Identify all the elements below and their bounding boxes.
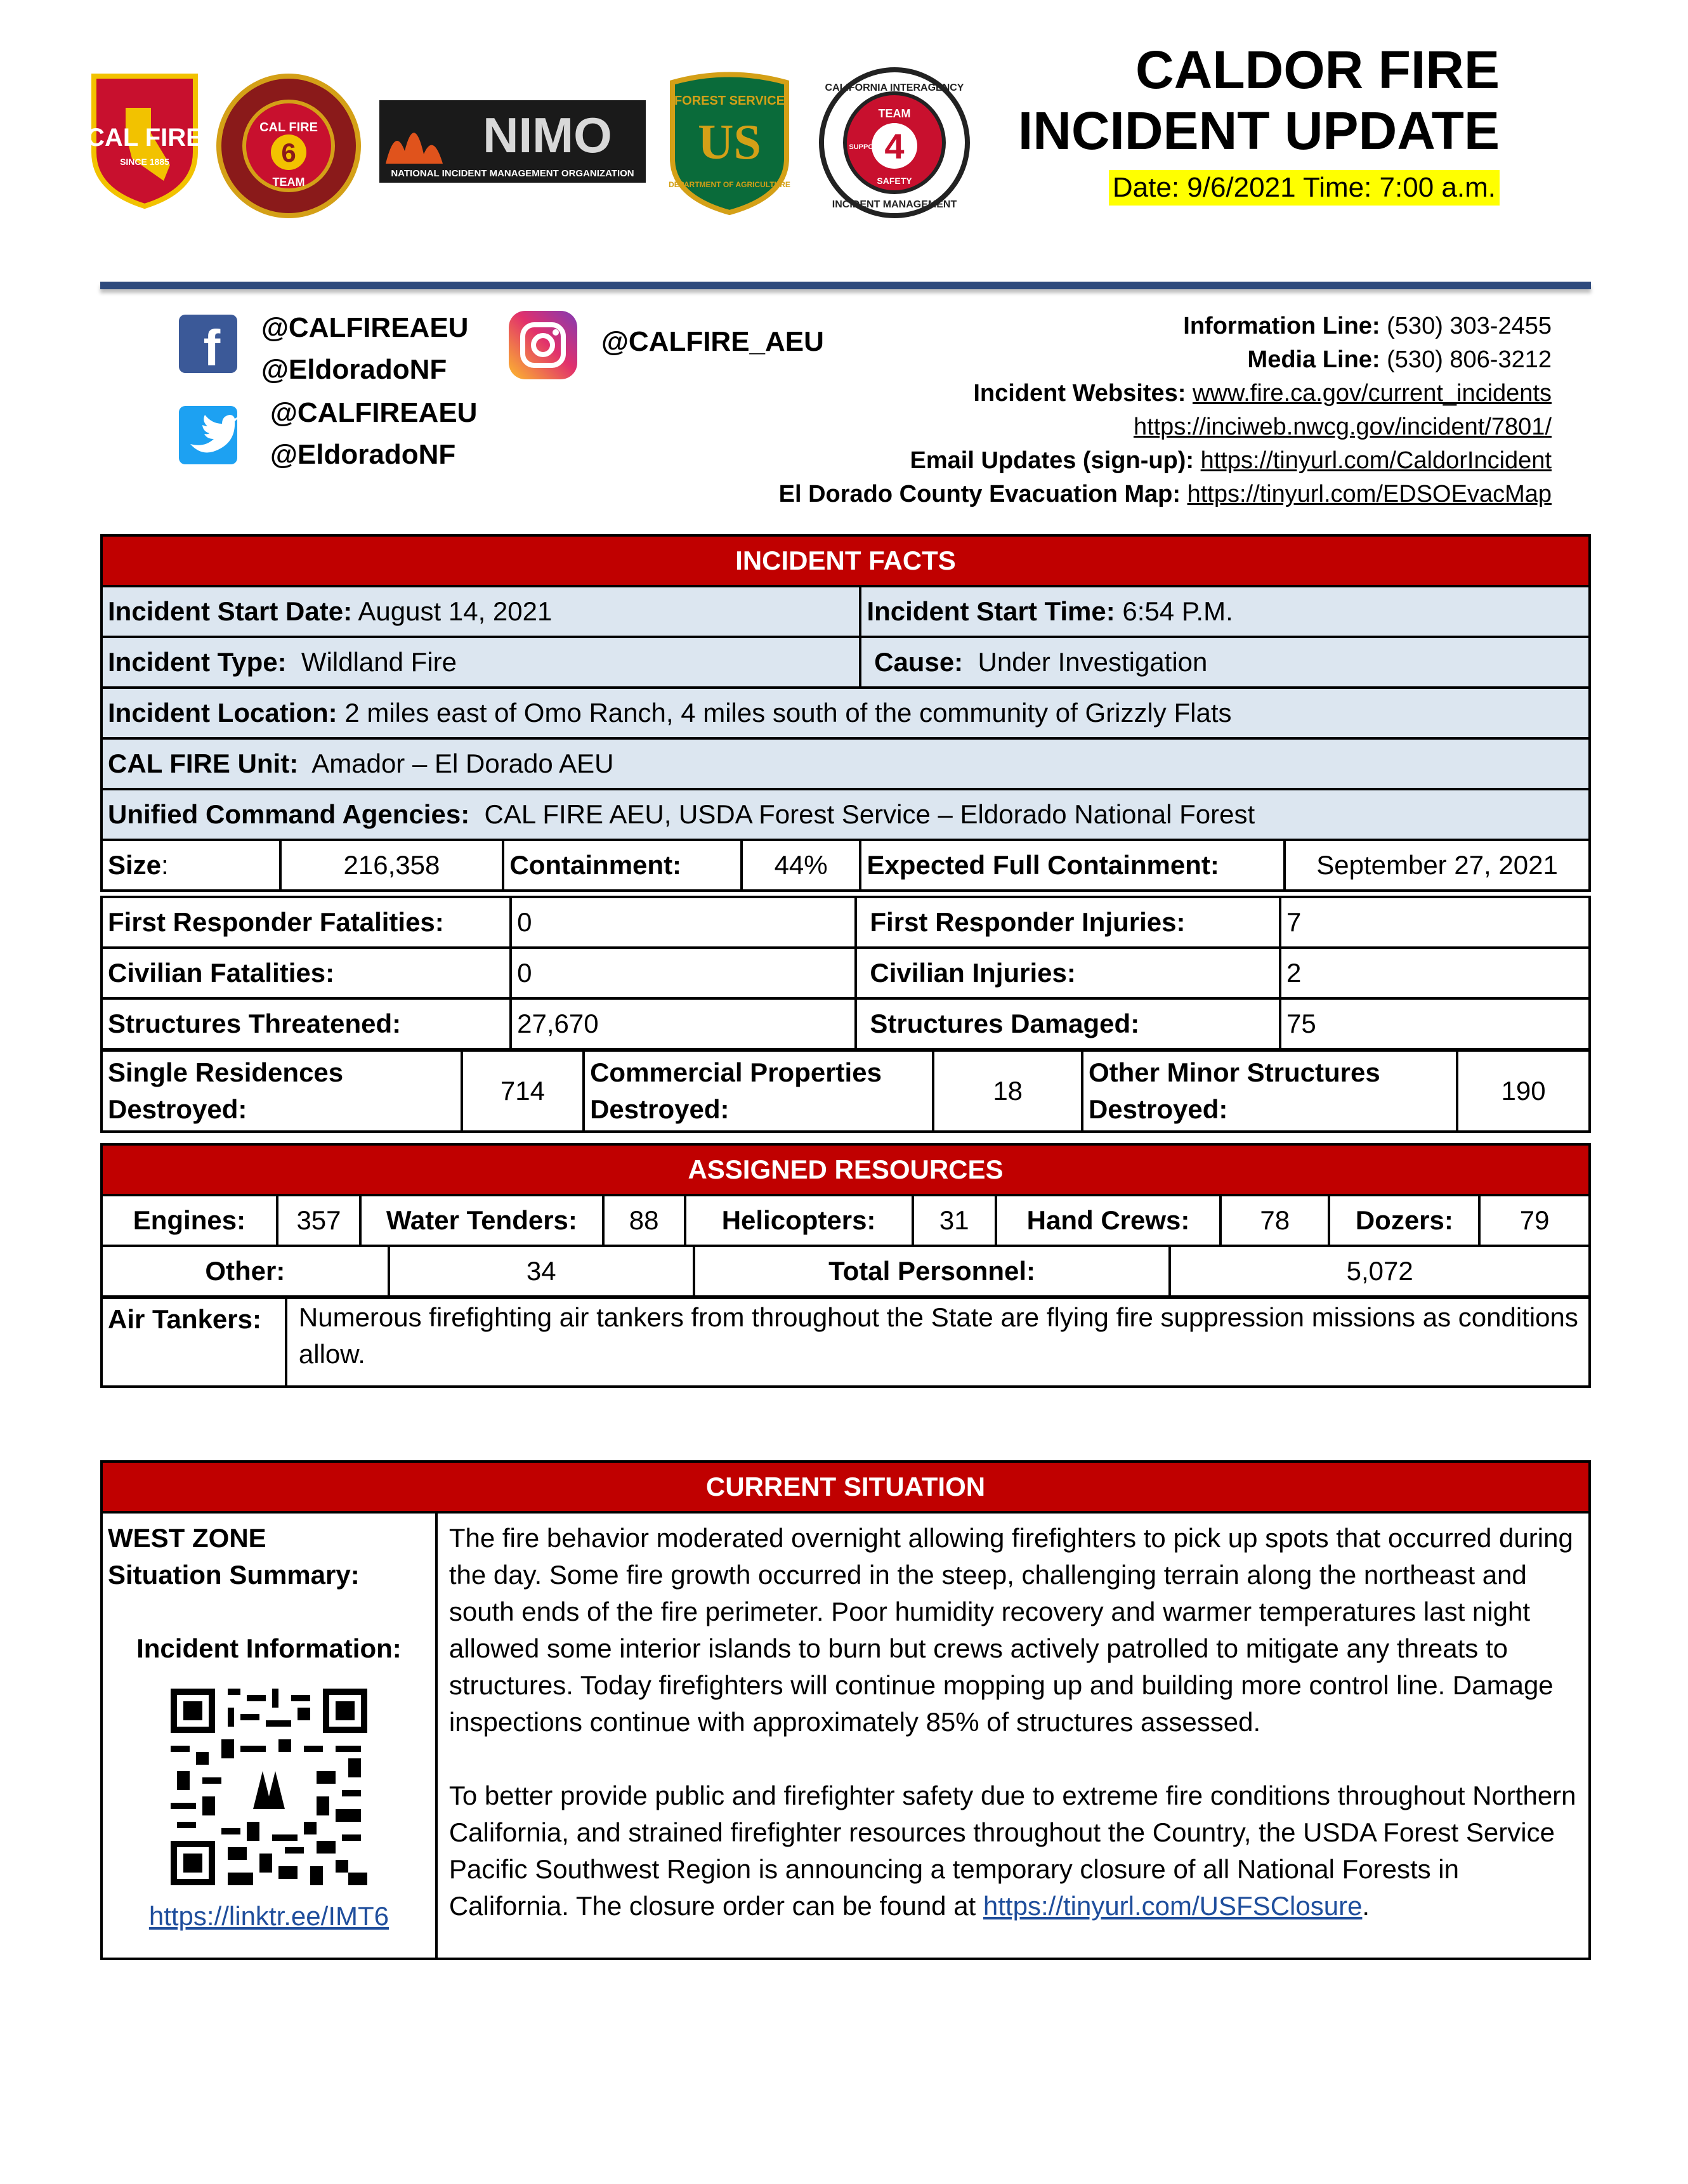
hand-crews-value: 78 — [1220, 1195, 1329, 1246]
interagency-team4-logo — [818, 67, 971, 219]
commercial-label-1: Commercial Properties — [590, 1057, 882, 1087]
twitter-handles — [270, 392, 477, 476]
other-structures-value: 190 — [1457, 1050, 1590, 1132]
hand-crews-label: Hand Crews: — [996, 1195, 1220, 1246]
location-label: Incident Location: — [108, 698, 337, 728]
fr-fatalities-label: First Responder Fatalities: — [101, 897, 511, 948]
water-tenders-label: Water Tenders: — [360, 1195, 603, 1246]
containment-label: Containment: — [503, 840, 741, 891]
closure-order-link[interactable]: https://tinyurl.com/USFSClosure — [983, 1891, 1363, 1921]
zone-label: WEST ZONE — [108, 1523, 266, 1553]
engines-label: Engines: — [101, 1195, 277, 1246]
twitter-handle-2[interactable]: @EldoradoNF — [270, 439, 456, 470]
forest-service-logo — [660, 70, 799, 216]
closure-text-end: . — [1362, 1891, 1370, 1921]
svg-text:CAL FIRE: CAL FIRE — [88, 124, 202, 152]
incident-type-label: Incident Type: — [108, 647, 287, 677]
qr-link[interactable]: https://linktr.ee/IMT6 — [148, 1901, 389, 1931]
email-updates-link[interactable]: https://tinyurl.com/CaldorIncident — [1200, 447, 1552, 474]
current-situation-table — [100, 1460, 1591, 1960]
structures-threatened-label: Structures Threatened: — [101, 998, 511, 1049]
commercial-value: 18 — [933, 1050, 1082, 1132]
casualties-table — [100, 896, 1591, 1050]
header-divider — [100, 282, 1591, 289]
svg-text:CAL FIRE: CAL FIRE — [259, 121, 318, 134]
svg-text:SUPPORT: SUPPORT — [849, 143, 883, 151]
unit-value: Amador – El Dorado AEU — [311, 749, 614, 778]
website-link-calfire[interactable]: www.fire.ca.gov/current_incidents — [1192, 380, 1552, 407]
situation-paragraph-1: The fire behavior moderated overnight allowing firefighters to pick up spots that occurred during the day. Some fire growth occurred in the steep, challenging terrain along the northeast and south ends of the fire perimeter. Poor humidity recovery and warmer temperatures last night allowed some interior islands to burn but crews actively patrolled to mitigate any threats to structures. Today firefighters will continue mopping up and building more control line. Damage inspections continue with approximately 85% of structures assessed. — [448, 1523, 1573, 1737]
cal-fire-logo — [88, 70, 202, 209]
svg-text:f: f — [203, 320, 221, 373]
cause-value: Under Investigation — [978, 647, 1208, 677]
size-colon: : — [161, 850, 169, 880]
incident-type-value: Wildland Fire — [301, 647, 457, 677]
structures-damaged-label: Structures Damaged: — [856, 998, 1280, 1049]
evac-map-link[interactable]: https://tinyurl.com/EDSOEvacMap — [1187, 481, 1552, 507]
other-resources-label: Other: — [101, 1246, 389, 1297]
air-tankers-label: Air Tankers: — [101, 1298, 286, 1387]
start-time-value: 6:54 P.M. — [1122, 596, 1233, 626]
engines-value: 357 — [277, 1195, 360, 1246]
current-situation-heading: CURRENT SITUATION — [101, 1461, 1590, 1512]
title-line-2: INCIDENT UPDATE — [1017, 101, 1500, 160]
other-resources-value: 34 — [389, 1246, 694, 1297]
structures-threatened-value: 27,670 — [511, 998, 856, 1049]
svg-text:NATIONAL INCIDENT MANAGEMENT O: NATIONAL INCIDENT MANAGEMENT ORGANIZATION — [391, 168, 634, 179]
total-personnel-value: 5,072 — [1170, 1246, 1590, 1297]
svg-text:DEPARTMENT OF AGRICULTURE: DEPARTMENT OF AGRICULTURE — [669, 180, 790, 189]
air-tankers-table — [100, 1297, 1591, 1388]
svg-text:SINCE 1885: SINCE 1885 — [120, 157, 169, 167]
unit-label: CAL FIRE Unit: — [108, 749, 299, 778]
facebook-handle-1[interactable]: @CALFIREAEU — [261, 312, 469, 343]
commercial-label-2: Destroyed: — [590, 1094, 730, 1124]
info-line-value: (530) 303-2455 — [1387, 313, 1552, 339]
svg-text:FOREST SERVICE: FOREST SERVICE — [674, 94, 785, 108]
start-time-label: Incident Start Time: — [867, 596, 1115, 626]
nimo-logo — [379, 100, 646, 183]
svg-text:TEAM: TEAM — [272, 176, 305, 188]
incident-facts-table — [100, 534, 1591, 892]
instagram-handle[interactable]: @CALFIRE_AEU — [601, 326, 824, 357]
civ-injuries-label: Civilian Injuries: — [856, 948, 1280, 998]
agencies-label: Unified Command Agencies: — [108, 799, 470, 829]
facebook-handle-2[interactable]: @EldoradoNF — [261, 354, 447, 385]
contact-info — [779, 310, 1552, 511]
civ-fatalities-value: 0 — [511, 948, 856, 998]
twitter-handle-1[interactable]: @CALFIREAEU — [270, 397, 478, 428]
qr-code[interactable] — [164, 1682, 374, 1892]
situation-summary-label: Situation Summary: — [108, 1560, 360, 1590]
update-date: Date: 9/6/2021 Time: 7:00 a.m. — [1109, 170, 1500, 206]
water-tenders-value: 88 — [603, 1195, 685, 1246]
svg-text:6: 6 — [281, 138, 296, 167]
cause-label: Cause: — [874, 647, 964, 677]
agencies-value: CAL FIRE AEU, USDA Forest Service – Eldorado National Forest — [484, 799, 1255, 829]
other-structures-label-1: Other Minor Structures — [1088, 1057, 1380, 1087]
dozers-label: Dozers: — [1329, 1195, 1479, 1246]
svg-text:US: US — [698, 114, 761, 169]
single-residences-label-2: Destroyed: — [108, 1094, 247, 1124]
total-personnel-label: Total Personnel: — [694, 1246, 1170, 1297]
expected-containment-value: September 27, 2021 — [1285, 840, 1590, 891]
resources-heading: ASSIGNED RESOURCES — [101, 1144, 1590, 1195]
start-date-label: Incident Start Date: — [108, 596, 353, 626]
svg-text:4: 4 — [884, 126, 905, 166]
expected-containment-label: Expected Full Containment: — [860, 840, 1285, 891]
single-residences-label-1: Single Residences — [108, 1057, 344, 1087]
facebook-handles — [261, 307, 468, 391]
media-line-label: Media Line: — [1247, 346, 1380, 373]
helicopters-value: 31 — [913, 1195, 996, 1246]
svg-text:NIMO: NIMO — [483, 107, 612, 163]
svg-text:INCIDENT MANAGEMENT: INCIDENT MANAGEMENT — [832, 199, 957, 210]
incident-facts-heading: INCIDENT FACTS — [101, 535, 1590, 586]
structures-damaged-value: 75 — [1280, 998, 1590, 1049]
incident-info-label: Incident Information: — [136, 1633, 402, 1663]
situation-paragraph-2 — [449, 1777, 1577, 1925]
other-structures-label-2: Destroyed: — [1088, 1094, 1228, 1124]
location-value: 2 miles east of Omo Ranch, 4 miles south of the community of Grizzly Flats — [344, 698, 1232, 728]
fr-injuries-label: First Responder Injuries: — [856, 897, 1280, 948]
websites-label: Incident Websites: — [973, 380, 1186, 407]
closure-text: To better provide public and firefighter safety due to extreme fire conditions throughout Northern California, and strained firefighter resources throughout the Country, the USDA Forest Service Pacific Southwest Region is announcing a temporary closure of all National Forests in California. The closure order can be found at — [448, 1781, 1576, 1921]
twitter-icon[interactable] — [179, 406, 237, 464]
size-value: 216,358 — [280, 840, 504, 891]
media-line-value: (530) 806-3212 — [1387, 346, 1552, 373]
website-link-inciweb[interactable]: https://inciweb.nwcg.gov/incident/7801/ — [1133, 414, 1552, 440]
page-title — [1018, 39, 1500, 161]
size-label: Size — [108, 850, 162, 880]
info-line-label: Information Line: — [1183, 313, 1380, 339]
civ-fatalities-label: Civilian Fatalities: — [101, 948, 511, 998]
svg-text:TEAM: TEAM — [878, 107, 911, 120]
team6-logo — [216, 73, 362, 219]
dozers-value: 79 — [1479, 1195, 1590, 1246]
start-date-value: August 14, 2021 — [358, 596, 553, 626]
civ-injuries-value: 2 — [1280, 948, 1590, 998]
email-updates-label: Email Updates (sign-up): — [910, 447, 1194, 474]
fr-fatalities-value: 0 — [511, 897, 856, 948]
svg-text:CALIFORNIA INTERAGENCY: CALIFORNIA INTERAGENCY — [825, 82, 964, 93]
fr-injuries-value: 7 — [1280, 897, 1590, 948]
evac-map-label: El Dorado County Evacuation Map: — [778, 481, 1181, 507]
personnel-table — [100, 1245, 1591, 1298]
resources-table — [100, 1143, 1591, 1247]
facebook-icon[interactable] — [179, 315, 237, 373]
instagram-icon[interactable] — [509, 311, 577, 379]
containment-value: 44% — [742, 840, 861, 891]
helicopters-label: Helicopters: — [685, 1195, 913, 1246]
destroyed-table — [100, 1049, 1591, 1133]
svg-text:SAFETY: SAFETY — [877, 176, 912, 186]
title-line-1: CALDOR FIRE — [1135, 40, 1500, 100]
air-tankers-text: Numerous firefighting air tankers from throughout the State are flying fire suppression missions as conditions allow. — [286, 1298, 1590, 1387]
single-residences-value: 714 — [462, 1050, 584, 1132]
